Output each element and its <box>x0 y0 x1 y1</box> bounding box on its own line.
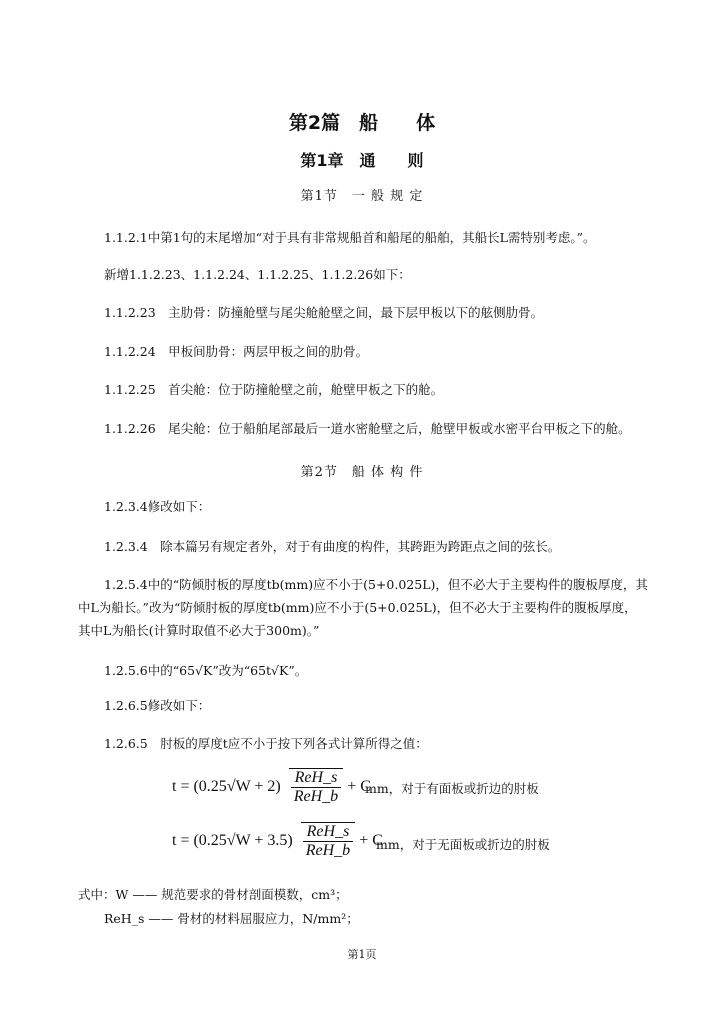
definition: ReH_s —— 骨材的材料屈服应力，N/mm²； <box>104 911 359 926</box>
paragraph: 1.2.3.4 除本篇另有规定者外，对于有曲度的构件，其跨距为跨距点之间的弦长。 <box>104 539 561 554</box>
formula-1 <box>172 768 371 806</box>
paragraph: 1.1.2.23 主肋骨：防撞舱壁与尾尖舱舱壁之间，最下层甲板以下的舷侧肋骨。 <box>104 305 544 320</box>
paragraph: 1.2.6.5修改如下： <box>104 698 211 713</box>
paragraph: 1.2.3.4修改如下： <box>104 499 211 514</box>
paragraph: 1.2.5.4中的“防倾肘板的厚度tb(mm)应不小于(5+0.025L)，但不必大于主要构件的腹板厚度，其中L为船长。”改为“防倾肘板的厚度tb(mm)应不小于(5+0.025L)，但不必大于主要构件的腹板厚度，其中L为船长(计算时取值不必大于300m)。” <box>78 577 648 638</box>
formula-denominator: ReH_b <box>293 788 339 805</box>
formula-left: t = (0.25√W + 3.5) <box>172 832 293 850</box>
paragraph: 新增1.1.2.23、1.1.2.24、1.1.2.25、1.1.2.26如下： <box>104 267 411 282</box>
section-title: 第1节 一 般 规 定 <box>300 189 424 204</box>
paragraph: 1.2.5.6中的“65√K”改为“65t√K”。 <box>104 663 308 678</box>
definition: 式中：W —— 规范要求的骨材剖面模数，cm³； <box>78 887 348 902</box>
paragraph: 1.2.6.5 肘板的厚度t应不小于按下列各式计算所得之值： <box>104 736 428 751</box>
paragraph: 1.1.2.1中第1句的末尾增加“对于具有非常规船首和船尾的船舶，其船长L需特别考虑。”。 <box>104 230 596 245</box>
formula-right: + C <box>359 832 383 850</box>
paragraph: 1.1.2.24 甲板间肋骨：两层甲板之间的肋骨。 <box>104 344 369 359</box>
formula-numerator: ReH_s <box>303 823 353 842</box>
formula-numerator: ReH_s <box>291 769 341 788</box>
part-title: 第2篇 船 体 <box>288 112 436 134</box>
chapter-title: 第1章 通 则 <box>300 151 424 170</box>
formula-left: t = (0.25√W + 2) <box>172 778 281 796</box>
formula-denominator: ReH_b <box>305 842 351 859</box>
paragraph: 1.1.2.26 尾尖舱：位于船舶尾部最后一道水密舱壁之后，舱壁甲板或水密平台甲板之下的舱。 <box>104 421 631 436</box>
formula-2 <box>172 822 383 860</box>
paragraph: 1.1.2.25 首尖舱：位于防撞舱壁之前，舱壁甲板之下的舱。 <box>104 382 444 397</box>
section-title: 第2节 船 体 构 件 <box>300 465 424 480</box>
formula-right: + C <box>347 778 371 796</box>
formula-note: mm，对于有面板或折边的肘板 <box>365 781 539 796</box>
page-number: 第1页 <box>347 948 377 961</box>
formula-note: mm，对于无面板或折边的肘板 <box>376 837 550 852</box>
